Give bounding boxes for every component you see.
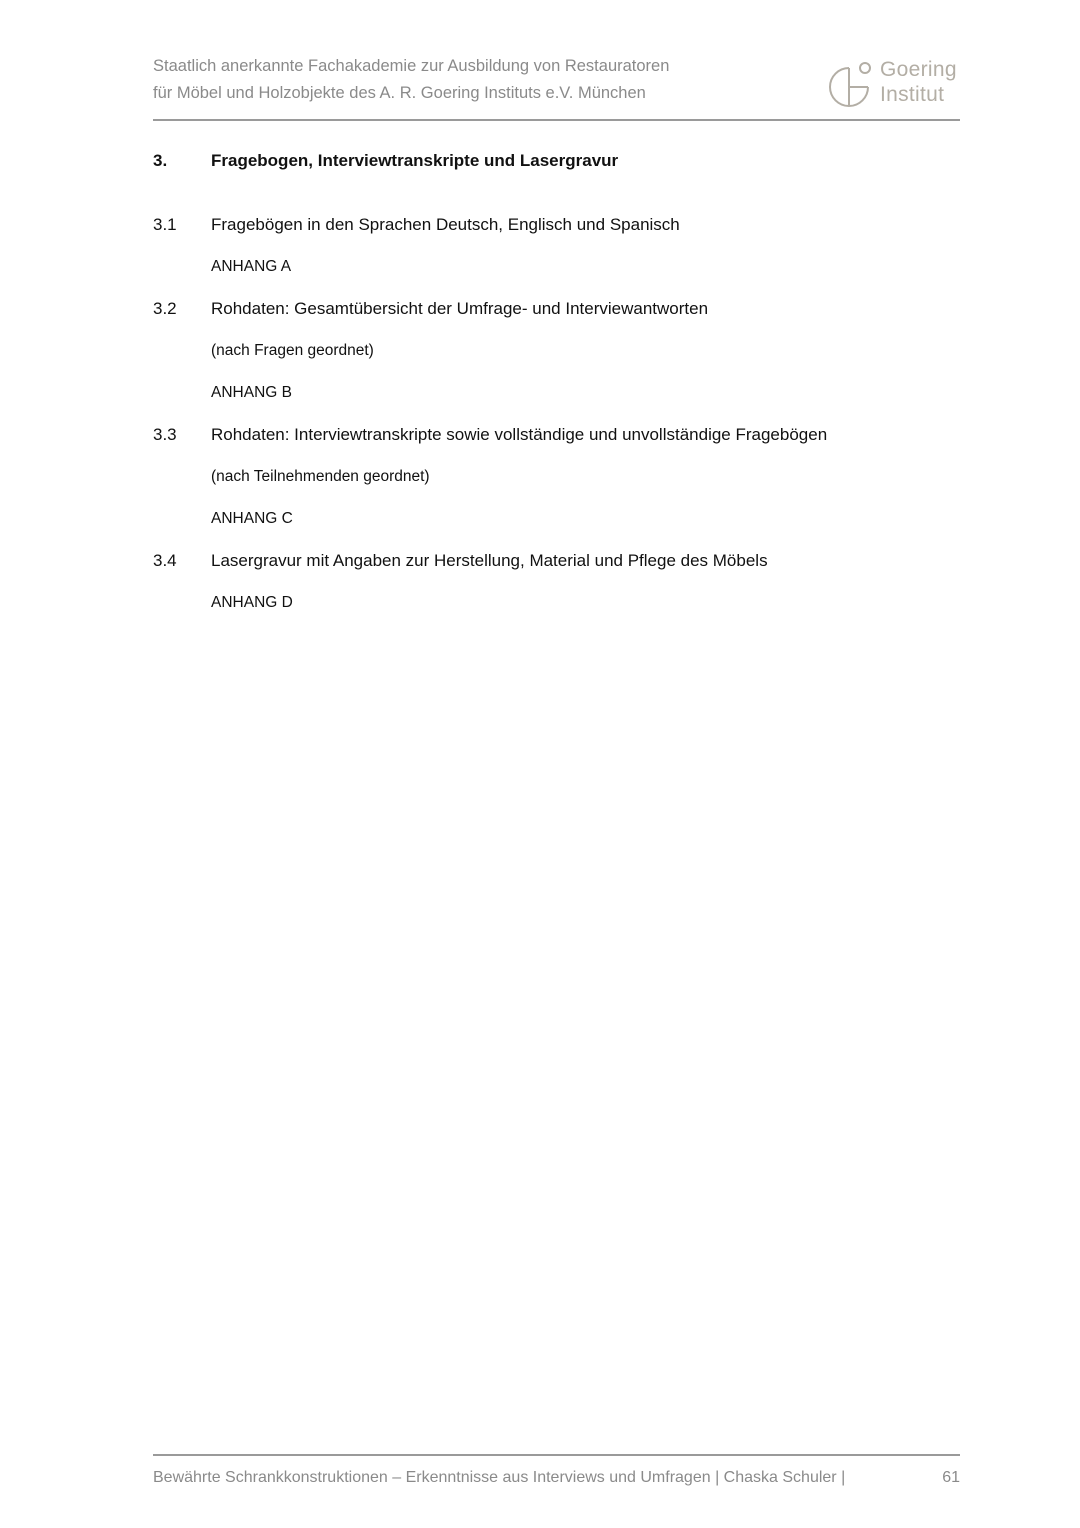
- item-note: (nach Teilnehmenden geordnet): [211, 468, 430, 485]
- section-list: [153, 150, 965, 634]
- letterhead: [153, 53, 669, 107]
- item-anhang-label: ANHANG B: [211, 384, 292, 401]
- item-number: 3.4: [153, 551, 177, 570]
- footer-divider: [153, 1454, 960, 1456]
- section-number: 3.: [153, 151, 168, 170]
- item-anhang-label: ANHANG D: [211, 594, 293, 611]
- item-number: 3.1: [153, 215, 177, 234]
- footer-title: Bewährte Schrankkonstruktionen – Erkenntnisse aus Interviews und Umfragen | Chaska Schuler |: [153, 1469, 846, 1486]
- goering-institut-logo-icon: [828, 58, 872, 108]
- item-title: Rohdaten: Gesamtübersicht der Umfrage- und Interviewantworten: [211, 299, 709, 318]
- list-item: [153, 214, 965, 236]
- list-item: [153, 298, 965, 320]
- item-number: 3.2: [153, 299, 177, 318]
- letterhead-line-1: Staatlich anerkannte Fachakademie zur Ausbildung von Restauratoren: [153, 57, 670, 75]
- list-item: [153, 424, 965, 446]
- page-number: 61: [942, 1469, 960, 1486]
- goering-institut-logo-text: [880, 57, 957, 107]
- header-divider: [153, 119, 960, 121]
- section-heading-row: [153, 150, 965, 172]
- item-title: Rohdaten: Interviewtranskripte sowie vollständige und unvollständige Fragebögen: [211, 425, 828, 444]
- item-anhang-label: ANHANG A: [211, 258, 292, 275]
- item-note: (nach Fragen geordnet): [211, 342, 374, 359]
- logo-text-line-2: Institut: [880, 83, 945, 106]
- item-title: Fragebögen in den Sprachen Deutsch, Englisch und Spanisch: [211, 215, 680, 234]
- list-item: [153, 550, 965, 572]
- letterhead-line-2: für Möbel und Holzobjekte des A. R. Goering Instituts e.V. München: [153, 84, 646, 102]
- item-title: Lasergravur mit Angaben zur Herstellung, Material und Pflege des Möbels: [211, 551, 768, 570]
- item-number: 3.3: [153, 425, 177, 444]
- section-title: Fragebogen, Interviewtranskripte und Lasergravur: [211, 151, 619, 170]
- footer: [153, 1466, 960, 1490]
- logo-text-line-1: Goering: [880, 58, 957, 81]
- item-anhang-label: ANHANG C: [211, 510, 293, 527]
